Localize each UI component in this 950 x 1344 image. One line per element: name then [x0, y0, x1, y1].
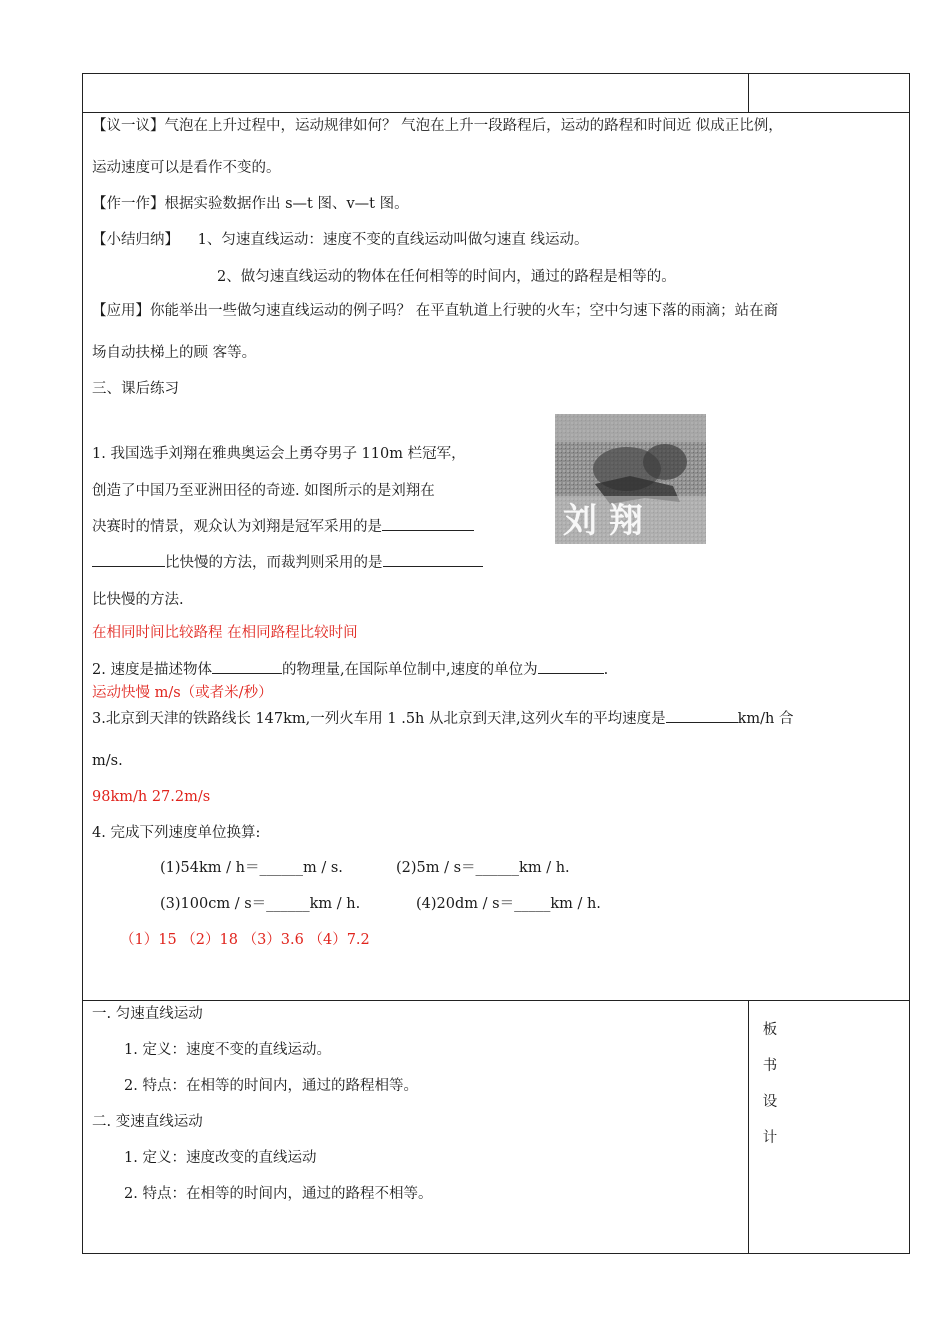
q1-line-1: 1. 我国选手刘翔在雅典奥运会上勇夺男子 110m 栏冠军，: [92, 446, 466, 462]
application-text: 你能举出一些做匀速直线运动的例子吗？ 在平直轨道上行驶的火车；空中匀速下落的雨滴；站在商: [150, 303, 779, 319]
photo-caption: 刘 翔: [563, 501, 643, 541]
q2-text-c: .: [603, 662, 609, 678]
q2-line: [92, 659, 608, 680]
q1-blank-1[interactable]: [382, 516, 474, 531]
practice-text: 根据实验数据作出 s—t 图、v—t 图。: [164, 196, 409, 212]
q2-text-b: 的物理量,在国际单位制中,速度的单位为: [281, 662, 538, 678]
q3-text-b: km/h 合: [737, 711, 794, 727]
side-label-char-1: 板: [762, 1022, 778, 1038]
liu-xiang-photo: [555, 414, 706, 544]
header-column-divider: [748, 73, 749, 112]
q4-item-3: (3)100cm / s＝______km / h.: [160, 896, 361, 912]
q3-line-1: [92, 708, 793, 729]
practice-tag: 【作一作】: [92, 196, 165, 212]
board-column-divider: [748, 1000, 749, 1254]
board-h2-definition: 1. 定义：速度改变的直线运动: [124, 1150, 317, 1166]
summary-tag: 【小结归纳】: [92, 232, 179, 248]
discuss-line-1: [92, 116, 783, 136]
summary-item-1: 1、匀速直线运动：速度不变的直线运动叫做匀速直 线运动。: [197, 232, 589, 248]
discuss-line-2: 运动速度可以是看作不变的。: [92, 160, 281, 176]
q1-line-5: 比快慢的方法.: [92, 592, 184, 608]
side-label-char-4: 计: [762, 1130, 778, 1146]
board-h1-definition: 1. 定义：速度不变的直线运动。: [124, 1042, 331, 1058]
q1-line-4: [92, 552, 483, 573]
discuss-text: 气泡在上升过程中，运动规律如何？ 气泡在上升一段路程后，运动的路程和时间近 似成正比例，: [164, 118, 783, 134]
q1-line-3-text: 决赛时的情景，观众认为刘翔是冠军采用的是: [92, 519, 382, 535]
discuss-tag: 【议一议】: [92, 118, 165, 134]
board-section-divider: [82, 1000, 910, 1001]
board-heading-1: 一. 匀速直线运动: [92, 1006, 203, 1022]
q2-text-a: 2. 速度是描述物体: [92, 662, 212, 678]
exercise-heading: 三、课后练习: [92, 381, 179, 397]
board-h1-feature: 2. 特点：在相等的时间内，通过的路程相等。: [124, 1078, 418, 1094]
q3-text-a: 3.北京到天津的铁路线长 147km,一列火车用 1 .5h 从北京到天津,这列火车的平均速度是: [92, 711, 666, 727]
q2-blank-1[interactable]: [212, 659, 282, 674]
q1-blank-1-cont[interactable]: [92, 552, 165, 567]
board-heading-2: 二. 变速直线运动: [92, 1114, 203, 1130]
practice-line: [92, 194, 409, 214]
side-label-char-2: 书: [762, 1058, 778, 1074]
q1-line-2: 创造了中国乃至亚洲田径的奇迹. 如图所示的是刘翔在: [92, 483, 435, 499]
q1-line-4-text: 比快慢的方法，而裁判则采用的是: [165, 555, 383, 571]
q4-item-4: (4)20dm / s＝_____km / h.: [416, 896, 601, 912]
application-tag: 【应用】: [92, 303, 150, 319]
hurdle-race-image: [555, 414, 706, 544]
summary-item-2: 2、做匀速直线运动的物体在任何相等的时间内，通过的路程是相等的。: [217, 269, 676, 285]
q4-answer: （1）15 （2）18 （3）3.6 （4）7.2: [120, 932, 370, 948]
board-h2-feature: 2. 特点：在相等的时间内，通过的路程不相等。: [124, 1186, 433, 1202]
q1-line-3: [92, 516, 474, 537]
q1-blank-2[interactable]: [383, 552, 483, 567]
q3-answer: 98km/h 27.2m/s: [92, 789, 211, 805]
q4-item-1: (1)54km / h＝______m / s.: [160, 860, 343, 876]
q1-answer: 在相同时间比较路程 在相同路程比较时间: [92, 625, 358, 641]
q3-blank-1[interactable]: [666, 708, 738, 723]
side-label-char-3: 设: [762, 1094, 778, 1110]
application-line-1: [92, 301, 778, 321]
summary-line-1: [92, 230, 588, 250]
q2-answer: 运动快慢 m/s（或者米/秒）: [92, 685, 273, 701]
header-row-divider: [82, 112, 910, 113]
application-line-2: 场自动扶梯上的顾 客等。: [92, 345, 257, 361]
q2-blank-2[interactable]: [538, 659, 604, 674]
q4-title: 4. 完成下列速度单位换算:: [92, 825, 261, 841]
q3-line-2: m/s.: [92, 753, 123, 769]
q4-item-2: (2)5m / s＝______km / h.: [396, 860, 570, 876]
